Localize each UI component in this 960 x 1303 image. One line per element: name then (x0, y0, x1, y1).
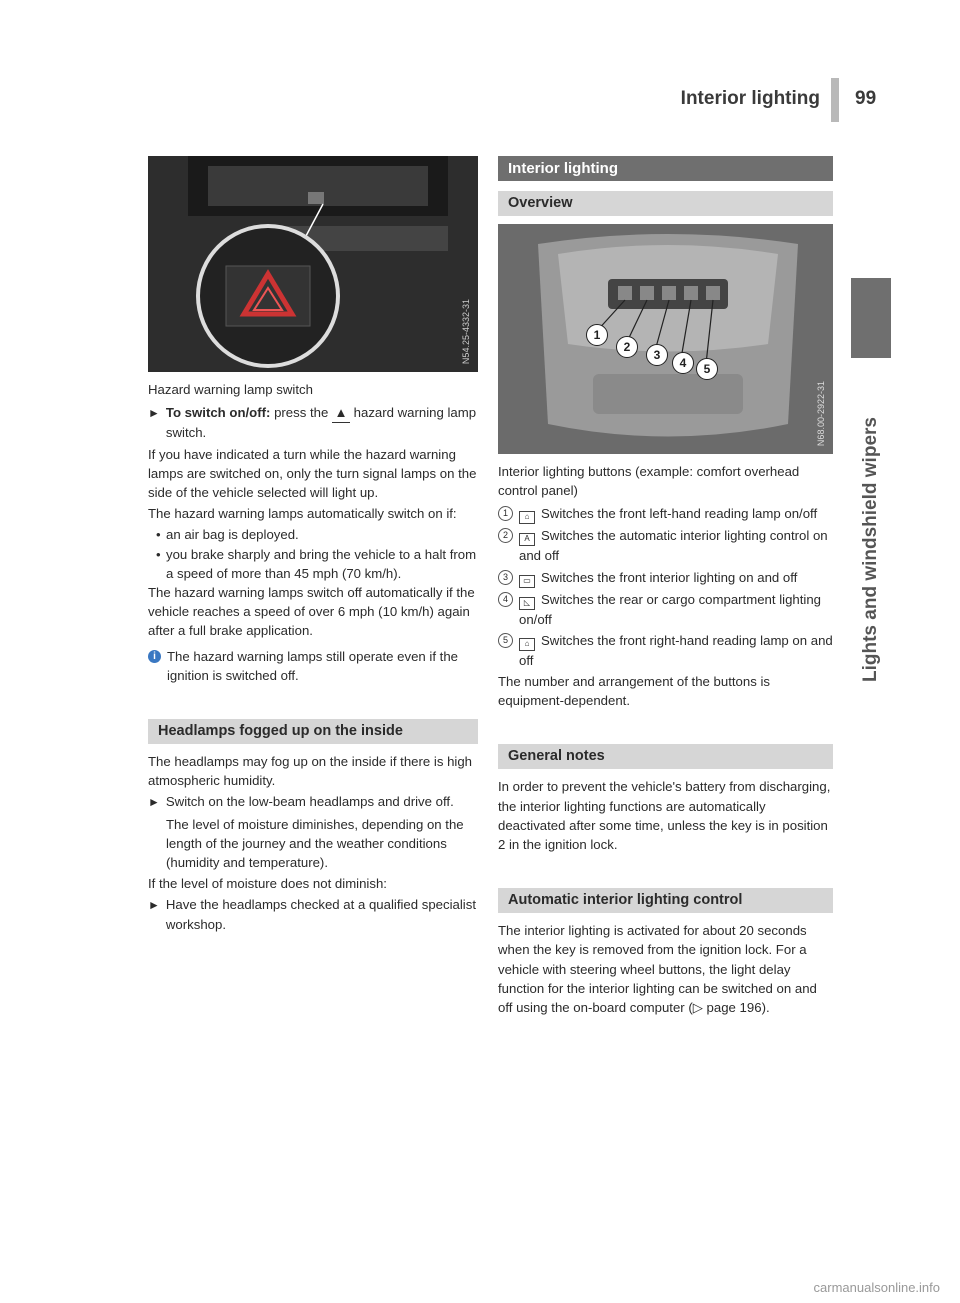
photo-code: N68.00-2922-31 (815, 380, 826, 446)
legend-item: 3 ▭ Switches the front interior lighting on and off (498, 568, 833, 588)
header-separator (831, 78, 839, 122)
page-number: 99 (855, 88, 877, 109)
info-icon: i (148, 650, 161, 663)
item-number: 4 (498, 592, 513, 607)
list-item: • an air bag is deployed. (158, 525, 478, 544)
hazard-switch-photo (148, 156, 478, 372)
item-number: 5 (498, 633, 513, 648)
paragraph-equipment: The number and arrangement of the buttons is equipment-dependent. (498, 674, 770, 709)
chapter-label: Lights and windshield wipers (860, 417, 881, 682)
photo-code: N54.25-4332-31 (460, 298, 471, 364)
info-note: i The hazard warning lamps still operate even if the ignition is switched off. (148, 647, 478, 685)
step-switch-on-off: ► To switch on/off: press the ▲ hazard warning lamp switch. (148, 403, 478, 442)
running-header-title: Interior lighting (680, 88, 820, 109)
heading-auto-lighting: Automatic interior lighting control (498, 888, 833, 913)
step-arrow-icon: ► (148, 795, 160, 810)
step-workshop: ► Have the headlamps checked at a qualified specialist workshop. (148, 895, 478, 933)
legend-item: 2 A Switches the automatic interior lighting control on and off (498, 526, 833, 565)
photo-caption: Hazard warning lamp switch (148, 382, 313, 397)
photo-caption: Interior lighting buttons (example: comfort overhead control panel) (498, 464, 800, 499)
step-low-beam: ► Switch on the low-beam headlamps and drive off. (148, 792, 478, 812)
heading-overview: Overview (498, 191, 833, 216)
legend-item: 1 ⌂ Switches the front left-hand reading lamp on/off (498, 504, 833, 524)
list-item: • you brake sharply and bring the vehicle to a halt from a speed of more than 45 mph (70 km/h). (158, 545, 478, 583)
hazard-triangle-icon: ▲ (332, 403, 350, 423)
reading-lamp-left-icon: ⌂ (519, 511, 535, 524)
paragraph-auto-off: The hazard warning lamps switch off automatically if the vehicle reaches a speed of over 6 mph (10 km/h) again after a full brake application. (148, 585, 475, 639)
auto-lighting-icon: A (519, 533, 535, 546)
callout-2: 2 (616, 336, 638, 358)
left-column (148, 156, 478, 936)
item-number: 3 (498, 570, 513, 585)
reading-lamp-right-icon: ⌂ (519, 638, 535, 651)
callout-5: 5 (696, 358, 718, 380)
legend-item: 4 ◺ Switches the rear or cargo compartment lighting on/off (498, 590, 833, 629)
paragraph-turn: If you have indicated a turn while the hazard warning lamps are switched on, only the turn signal lamps on the side of the vehicle selected will light up. (148, 446, 477, 501)
section-heading: Interior lighting (498, 156, 833, 181)
step-arrow-icon: ► (148, 406, 160, 421)
rear-cargo-light-icon: ◺ (519, 597, 535, 610)
step-bold: To switch on/off: (165, 405, 271, 421)
overhead-panel-illustration (498, 224, 833, 454)
paragraph-auto-on: The hazard warning lamps automatically switch on if: (148, 506, 457, 522)
chapter-tab (851, 278, 891, 358)
right-column (498, 156, 833, 1019)
hazard-switch-illustration (148, 156, 478, 372)
step-result: The level of moisture diminishes, depending on the length of the journey and the weather conditions (humidity and temperature). (166, 816, 464, 871)
item-number: 2 (498, 528, 513, 543)
paragraph-fog: The headlamps may fog up on the inside if there is high atmospheric humidity. (148, 754, 473, 789)
paragraph-not-diminish: If the level of moisture does not diminish: (148, 876, 387, 892)
callout-1: 1 (586, 324, 608, 346)
step-arrow-icon: ► (148, 898, 160, 913)
item-number: 1 (498, 506, 513, 521)
heading-general-notes: General notes (498, 744, 833, 769)
heading-headlamps: Headlamps fogged up on the inside (148, 719, 478, 744)
auto-on-list (148, 525, 478, 583)
callout-3: 3 (646, 344, 668, 366)
paragraph-battery: In order to prevent the vehicle's battery from discharging, the interior lighting functions are automatically deactivated after some time, unless the key is in position 2 in the ignition lock. (498, 779, 831, 853)
callout-4: 4 (672, 352, 694, 374)
front-interior-light-icon: ▭ (519, 575, 535, 588)
overhead-panel-photo (498, 224, 833, 454)
header-band (0, 0, 960, 148)
footer-watermark: carmanualsonline.info (813, 1280, 940, 1295)
paragraph-auto-lighting: The interior lighting is activated for about 20 seconds when the key is removed from the ignition lock. For a vehicle with steering wheel buttons, the light delay function for the interior lighting can be switched on and off using the on-board computer (▷ page 196). (498, 923, 817, 1016)
legend-item: 5 ⌂ Switches the front right-hand reading lamp on and off (498, 631, 833, 670)
